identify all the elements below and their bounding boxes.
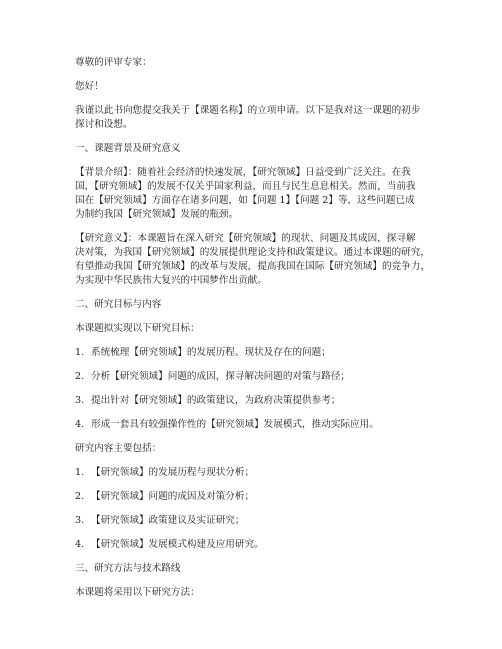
content-item xyxy=(75,538,264,552)
content-number: 4. xyxy=(75,539,85,550)
goal-number: 3. xyxy=(75,395,85,406)
goal-text: 分析【研究领域】问题的成因，探寻解决问题的对策与路径； xyxy=(91,371,351,382)
section-heading-3: 三、研究方法与技术路线 xyxy=(75,563,181,574)
goal-text: 提出针对【研究领域】的政策建议，为政府决策提供参考； xyxy=(91,395,341,406)
background-line: 国在【研究领域】方面存在诸多问题，如【问题 1】【问题 2】等，这些问题已成 xyxy=(75,195,415,206)
goal-item xyxy=(75,346,331,360)
significance-line: 决对策，为我国【研究领域】的发展提供理论支持和政策建议。通过本课题的研究， xyxy=(75,247,430,258)
content-text: 【研究领域】问题的成因及对策分析； xyxy=(91,491,255,502)
content-item xyxy=(75,514,245,528)
intro-line: 我谨以此书向您提交我关于【课题名称】的立项申请。以下是我对这一课题的初步 xyxy=(75,105,421,116)
goal-number: 2. xyxy=(75,371,85,382)
content-number: 2. xyxy=(75,491,85,502)
greeting: 尊敬的评审专家： xyxy=(75,57,152,68)
goal-item xyxy=(75,370,350,384)
intro-line: 探讨和设想。 xyxy=(75,119,133,130)
background-line: 【背景介绍】：随着社会经济的快速发展，【研究领域】日益受到广泛关注。在我 xyxy=(75,167,411,178)
goal-number: 1. xyxy=(75,347,85,358)
goals-intro: 本课题拟实现以下研究目标： xyxy=(75,323,200,334)
content-item xyxy=(75,466,254,480)
goal-number: 4. xyxy=(75,419,85,430)
background-line: 国，【研究领域】的发展不仅关乎国家利益，而且与民生息息相关。然而，当前我 xyxy=(75,181,416,192)
content-number: 1. xyxy=(75,467,85,478)
methods-intro: 本课题将采用以下研究方法： xyxy=(75,587,200,598)
content-text: 【研究领域】政策建议及实证研究； xyxy=(91,515,245,526)
goal-item xyxy=(75,394,340,408)
background-line: 为制约我国【研究领域】发展的瓶颈。 xyxy=(75,209,239,220)
goal-item xyxy=(75,418,379,432)
content-item xyxy=(75,490,254,504)
significance-line: 【研究意义】：本课题旨在深入研究【研究领域】的现状、问题及其成因，探寻解 xyxy=(75,233,416,244)
section-heading-2: 二、研究目标与内容 xyxy=(75,299,162,310)
goal-text: 形成一套具有较强操作性的【研究领域】发展模式，推动实际应用。 xyxy=(91,419,379,430)
section-heading-1: 一、课题背景及研究意义 xyxy=(75,143,181,154)
goal-text: 系统梳理【研究领域】的发展历程、现状及存在的问题； xyxy=(91,347,331,358)
content-text: 【研究领域】的发展历程与现状分析； xyxy=(91,467,255,478)
significance-line: 有望推动我国【研究领域】的改革与发展，提高我国在国际【研究领域】的竞争力， xyxy=(75,261,430,272)
content-number: 3. xyxy=(75,515,85,526)
content-text: 【研究领域】发展模式构建及应用研究。 xyxy=(91,539,264,550)
hello: 您好！ xyxy=(75,81,104,92)
significance-line: 为实现中华民族伟大复兴的中国梦作出贡献。 xyxy=(75,275,267,286)
content-intro: 研究内容主要包括： xyxy=(75,443,162,454)
